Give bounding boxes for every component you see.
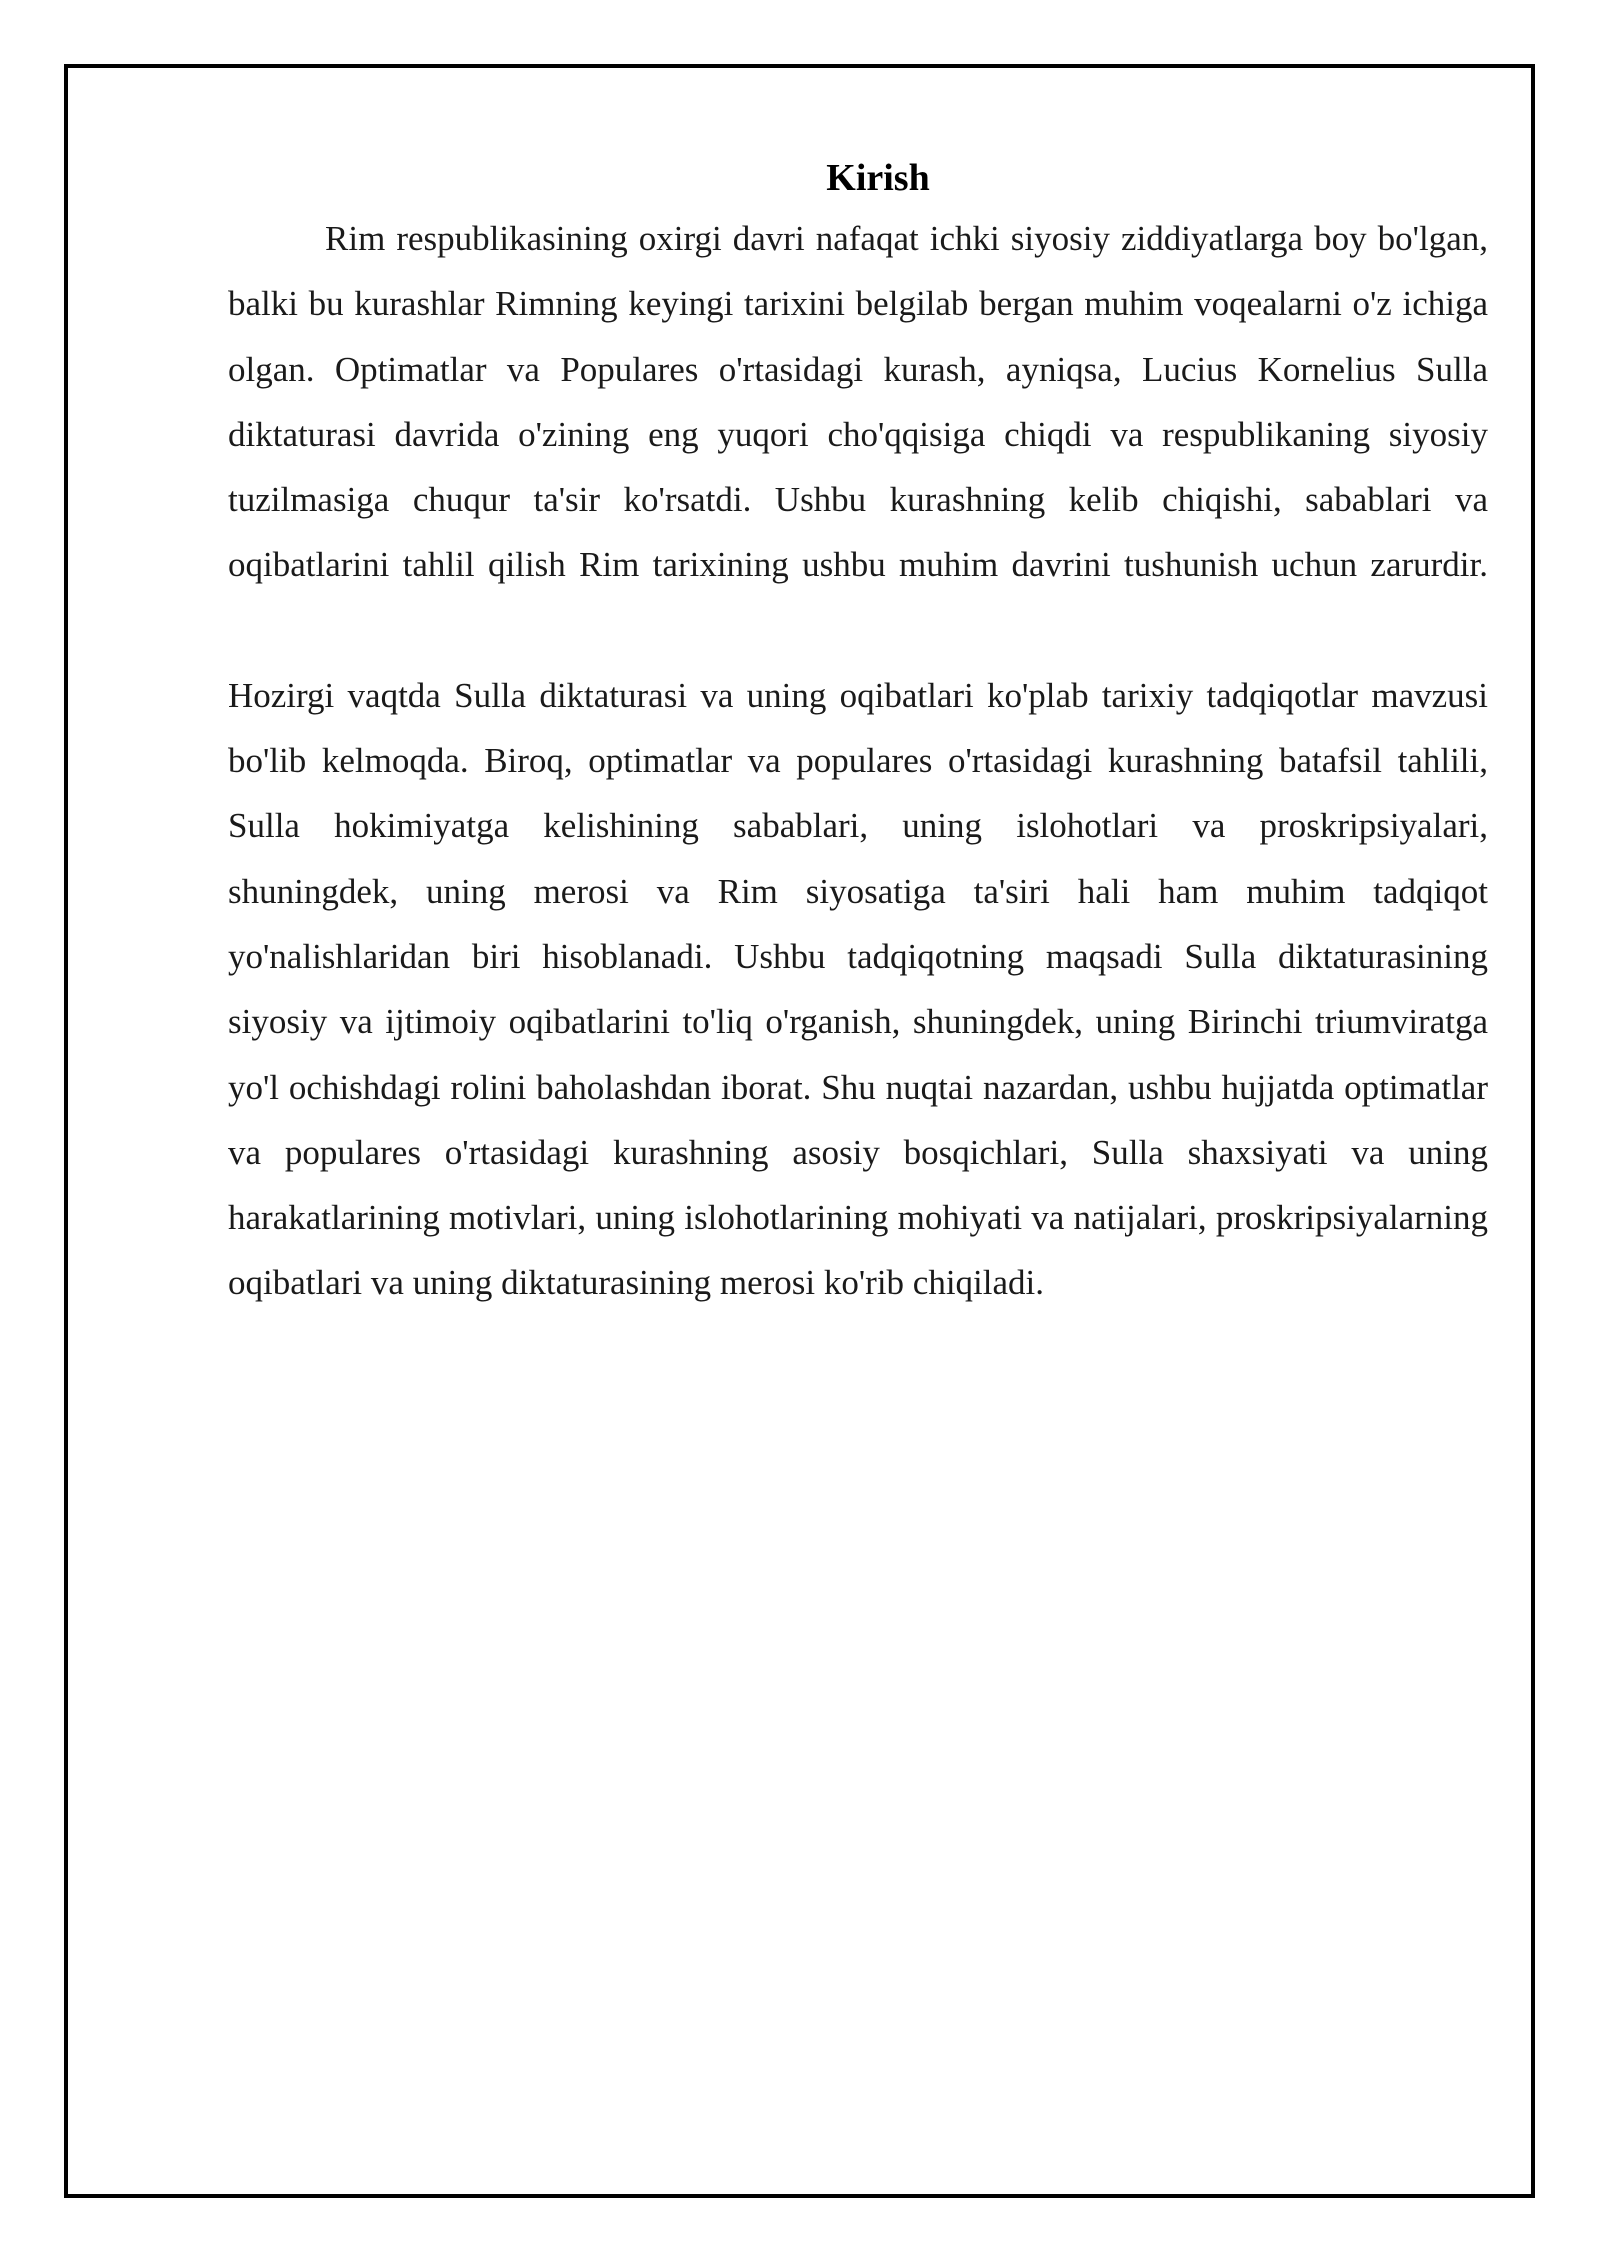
document-body <box>228 150 1488 1316</box>
paragraph-research: Hozirgi vaqtda Sulla diktaturasi va uning oqibatlari ko'plab tarixiy tadqiqotlar mavzusi bo'lib kelmoqda. Biroq, optimatlar va populares o'rtasidagi kurashning batafsil tahlili, Sulla hokimiyatga kelishining sabablari, uning islohotlari va proskripsiyalari, shuningdek, uning merosi va Rim siyosatiga ta'siri hali ham muhim tadqiqot yo'nalishlaridan biri hisoblanadi. Ushbu tadqiqotning maqsadi Sulla diktaturasining siyosiy va ijtimoiy oqibatlarini to'liq o'rganish, shuningdek, uning Birinchi triumviratga yo'l ochishdagi rolini baholashdan iborat. Shu nuqtai nazardan, ushbu hujjatda optimatlar va populares o'rtasidagi kurashning asosiy bosqichlari, Sulla shaxsiyati va uning harakatlarining motivlari, uning islohotlarining mohiyati va natijalari, proskripsiyalarning oqibatlari va uning diktaturasining merosi ko'rib chiqiladi. <box>228 675 1488 1303</box>
page-title: Kirish <box>826 157 930 199</box>
paragraph-gap <box>228 598 1488 663</box>
paragraph-intro: Rim respublikasining oxirgi davri nafaqat ichki siyosiy ziddiyatlarga boy bo'lgan, balki bu kurashlar Rimning keyingi tarixini belgilab bergan muhim voqealarni o'z ichiga olgan. Optimatlar va Populares o'rtasidagi kurash, ayniqsa, Lucius Kornelius Sulla diktaturasi davrida o'zining eng yuqori cho'qqisiga chiqdi va respublikaning siyosiy tuzilmasiga chuqur ta'sir ko'rsatdi. Ushbu kurashning kelib chiqishi, sabablari va oqibatlarini tahlil qilish Rim tarixining ushbu muhim davrini tushunish uchun zarurdir. <box>228 219 1488 585</box>
